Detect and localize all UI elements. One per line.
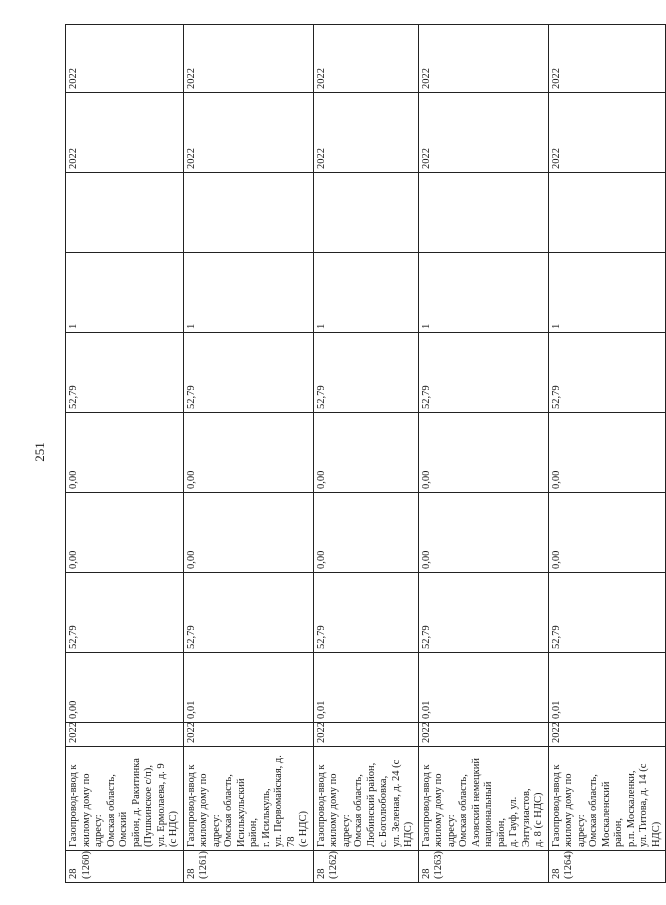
value-4-cell: 0,00 xyxy=(313,413,418,493)
start-year-cell: 2022 xyxy=(548,93,666,173)
value-5-cell: 52,79 xyxy=(66,333,184,413)
start-year-cell: 2022 xyxy=(313,93,418,173)
row-id-cell: 28 (1263) xyxy=(418,851,548,883)
start-year-cell: 2022 xyxy=(183,93,313,173)
table-row xyxy=(548,25,666,883)
value-4-cell: 0,00 xyxy=(183,413,313,493)
value-5-cell: 52,79 xyxy=(548,333,666,413)
value-5-cell: 52,79 xyxy=(183,333,313,413)
value-3-cell: 0,00 xyxy=(183,493,313,573)
empty-cell xyxy=(313,173,418,253)
value-4-cell: 0,00 xyxy=(548,413,666,493)
investment-table xyxy=(65,24,666,883)
count-cell: 1 xyxy=(66,253,184,333)
value-4-cell: 0,00 xyxy=(418,413,548,493)
count-cell: 1 xyxy=(183,253,313,333)
value-3-cell: 0,00 xyxy=(548,493,666,573)
year-cell: 2022 xyxy=(66,723,184,747)
value-2-cell: 52,79 xyxy=(183,573,313,653)
value-2-cell: 52,79 xyxy=(548,573,666,653)
object-name-cell: Газопровод-ввод к жилому дому по адресу: Омская область, Омский район, д. Ракитинка (Пушкинское с/п), ул. Ермолаева, д. 9 (с НДС) xyxy=(66,747,184,851)
start-year-cell: 2022 xyxy=(66,93,184,173)
year-cell: 2022 xyxy=(548,723,666,747)
empty-cell xyxy=(418,173,548,253)
empty-cell xyxy=(548,173,666,253)
value-4-cell: 0,00 xyxy=(66,413,184,493)
end-year-cell: 2022 xyxy=(548,25,666,93)
value-3-cell: 0,00 xyxy=(418,493,548,573)
rotated-table-container xyxy=(65,25,662,883)
count-cell: 1 xyxy=(418,253,548,333)
value-1-cell: 0,01 xyxy=(183,653,313,723)
value-5-cell: 52,79 xyxy=(418,333,548,413)
object-name-cell: Газопровод-ввод к жилому дому по адресу: Омская область, Любинский район, с. Боголюбовка, ул. Зеленая, д. 24 (с НДС) xyxy=(313,747,418,851)
table-row xyxy=(66,25,184,883)
row-id-cell: 28 (1262) xyxy=(313,851,418,883)
end-year-cell: 2022 xyxy=(183,25,313,93)
end-year-cell: 2022 xyxy=(418,25,548,93)
value-3-cell: 0,00 xyxy=(66,493,184,573)
table-body xyxy=(66,25,666,883)
value-2-cell: 52,79 xyxy=(313,573,418,653)
value-1-cell: 0,00 xyxy=(66,653,184,723)
count-cell: 1 xyxy=(548,253,666,333)
row-id-cell: 28 (1260) xyxy=(66,851,184,883)
value-2-cell: 52,79 xyxy=(66,573,184,653)
year-cell: 2022 xyxy=(418,723,548,747)
page-number: 251 xyxy=(32,442,47,462)
start-year-cell: 2022 xyxy=(418,93,548,173)
table-row xyxy=(183,25,313,883)
empty-cell xyxy=(183,173,313,253)
value-1-cell: 0,01 xyxy=(548,653,666,723)
row-id-cell: 28 (1264) xyxy=(548,851,666,883)
row-id-cell: 28 (1261) xyxy=(183,851,313,883)
year-cell: 2022 xyxy=(313,723,418,747)
value-3-cell: 0,00 xyxy=(313,493,418,573)
value-1-cell: 0,01 xyxy=(418,653,548,723)
value-2-cell: 52,79 xyxy=(418,573,548,653)
end-year-cell: 2022 xyxy=(66,25,184,93)
value-1-cell: 0,01 xyxy=(313,653,418,723)
table-row xyxy=(418,25,548,883)
object-name-cell: Газопровод-ввод к жилому дому по адресу: Омская область, Исилькульский район, г. Исилькуль, ул. Первомайская, д. 78 (с НДС) xyxy=(183,747,313,851)
count-cell: 1 xyxy=(313,253,418,333)
empty-cell xyxy=(66,173,184,253)
year-cell: 2022 xyxy=(183,723,313,747)
object-name-cell: Газопровод-ввод к жилому дому по адресу: Омская область, Москаленский район, р.п. Москаленки, ул. Титова, д. 14 (с НДС) xyxy=(548,747,666,851)
object-name-cell: Газопровод-ввод к жилому дому по адресу: Омская область, Азовский немецкий национальный район, д. Гауф, ул. Энтузиастов, д. 8 (с НДС) xyxy=(418,747,548,851)
end-year-cell: 2022 xyxy=(313,25,418,93)
value-5-cell: 52,79 xyxy=(313,333,418,413)
table-row xyxy=(313,25,418,883)
